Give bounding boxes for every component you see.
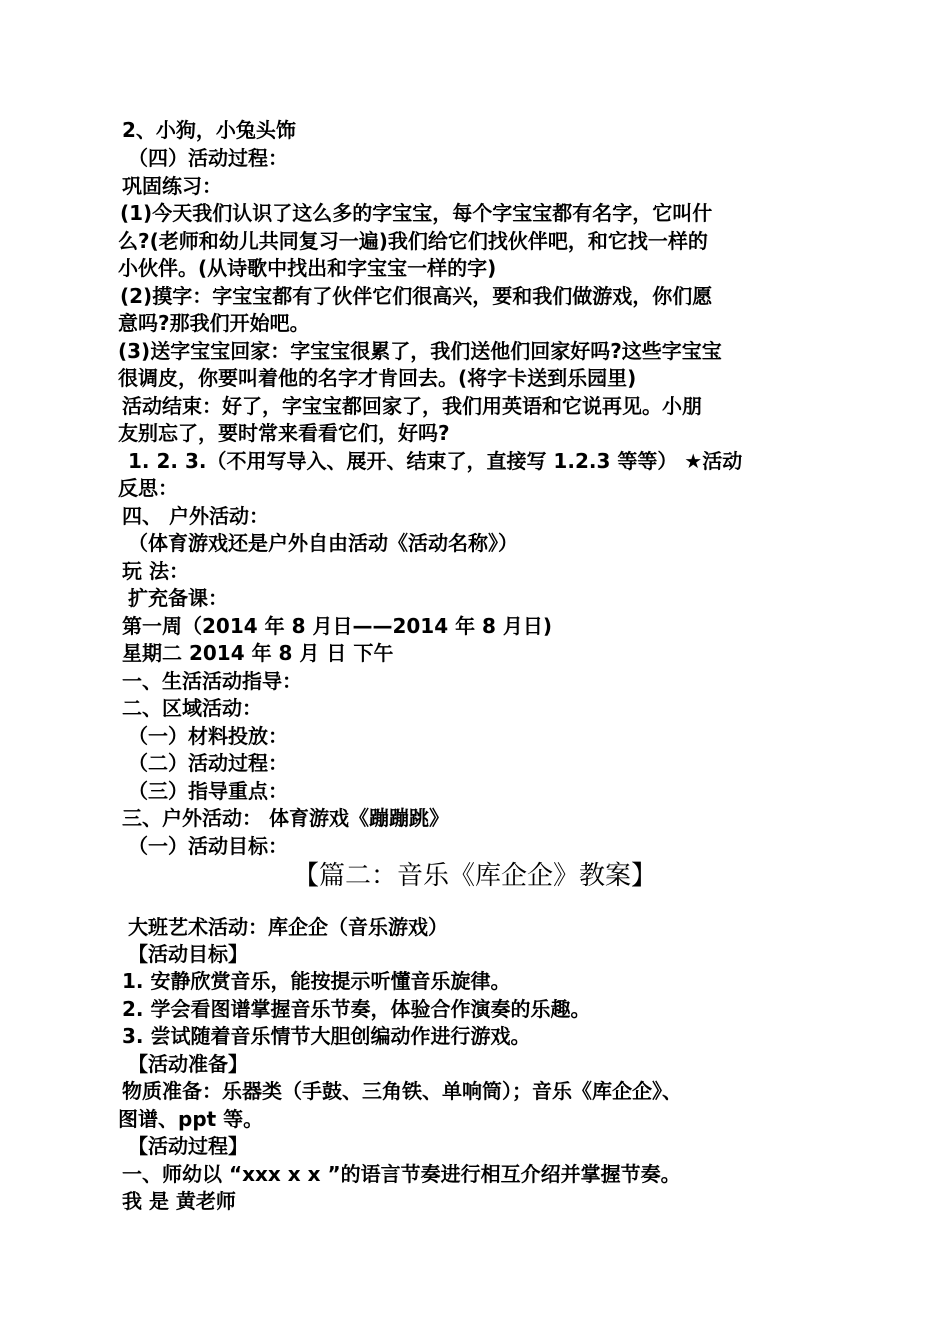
section-title: 【篇二：音乐《库企企》教案】	[292, 861, 657, 891]
text-line: 【活动准备】	[128, 1052, 248, 1076]
text-line: 星期二 2014 年 8 月 日 下午	[122, 641, 394, 665]
text-line: （体育游戏还是户外自由活动《活动名称》）	[128, 531, 518, 555]
text-line: (3)送字宝宝回家：字宝宝很累了，我们送他们回家好吗?这些字宝宝	[118, 339, 722, 363]
text-line: 么?(老师和幼儿共同复习一遍)我们给它们找伙伴吧，和它找一样的	[118, 229, 708, 253]
text-line: 三、户外活动： 体育游戏《蹦蹦跳》	[122, 806, 449, 830]
text-line: （一）活动目标：	[128, 834, 288, 858]
text-line: 四、 户外活动：	[122, 504, 269, 528]
text-line: 意吗?那我们开始吧。	[118, 311, 310, 335]
text-line: 很调皮，你要叫着他的名字才肯回去。(将字卡送到乐园里)	[118, 366, 637, 390]
text-line: 【活动目标】	[128, 942, 248, 966]
text-line: 第一周（2014 年 8 月日——2014 年 8 月日)	[122, 614, 553, 638]
text-line: 玩 法：	[122, 559, 189, 583]
text-line: 【活动过程】	[128, 1134, 248, 1158]
text-line: 巩固练习：	[122, 174, 222, 198]
text-line: 活动结束：好了，字宝宝都回家了，我们用英语和它说再见。小朋	[122, 394, 702, 418]
text-line: 图谱、ppt 等。	[118, 1107, 264, 1131]
text-line: （一）材料投放：	[128, 724, 288, 748]
text-line: 小伙伴。(从诗歌中找出和字宝宝一样的字)	[118, 256, 497, 280]
text-line: （二）活动过程：	[128, 751, 288, 775]
text-line: 一、师幼以 “xxx x x ”的语言节奏进行相互介绍并掌握节奏。	[122, 1162, 681, 1186]
text-line: 扩充备课：	[128, 586, 228, 610]
text-line: 反思：	[118, 476, 178, 500]
text-line: 物质准备：乐器类（手鼓、三角铁、单响筒）；音乐《库企企》、	[122, 1079, 682, 1103]
text-line: 1. 安静欣赏音乐，能按提示听懂音乐旋律。	[122, 969, 511, 993]
text-line: 1. 2. 3.（不用写导入、展开、结束了，直接写 1.2.3 等等） ★活动	[128, 449, 743, 473]
text-line: (1)今天我们认识了这么多的字宝宝，每个字宝宝都有名字，它叫什	[120, 201, 713, 225]
text-line: 3. 尝试随着音乐情节大胆创编动作进行游戏。	[122, 1024, 531, 1048]
text-line: 友别忘了，要时常来看看它们，好吗?	[118, 421, 450, 445]
text-line: （四）活动过程：	[128, 146, 288, 170]
text-line: (2)摸字：字宝宝都有了伙伴它们很高兴，要和我们做游戏，你们愿	[120, 284, 713, 308]
text-line: 大班艺术活动：库企企（音乐游戏）	[128, 915, 448, 939]
text-line: 一、生活活动指导：	[122, 669, 302, 693]
text-line: 二、区域活动：	[122, 696, 262, 720]
text-line: 2、小狗，小兔头饰	[122, 118, 296, 142]
text-line: 我 是 黄老师	[122, 1189, 236, 1213]
text-line: （三）指导重点：	[128, 779, 288, 803]
text-line: 2. 学会看图谱掌握音乐节奏，体验合作演奏的乐趣。	[122, 997, 591, 1021]
